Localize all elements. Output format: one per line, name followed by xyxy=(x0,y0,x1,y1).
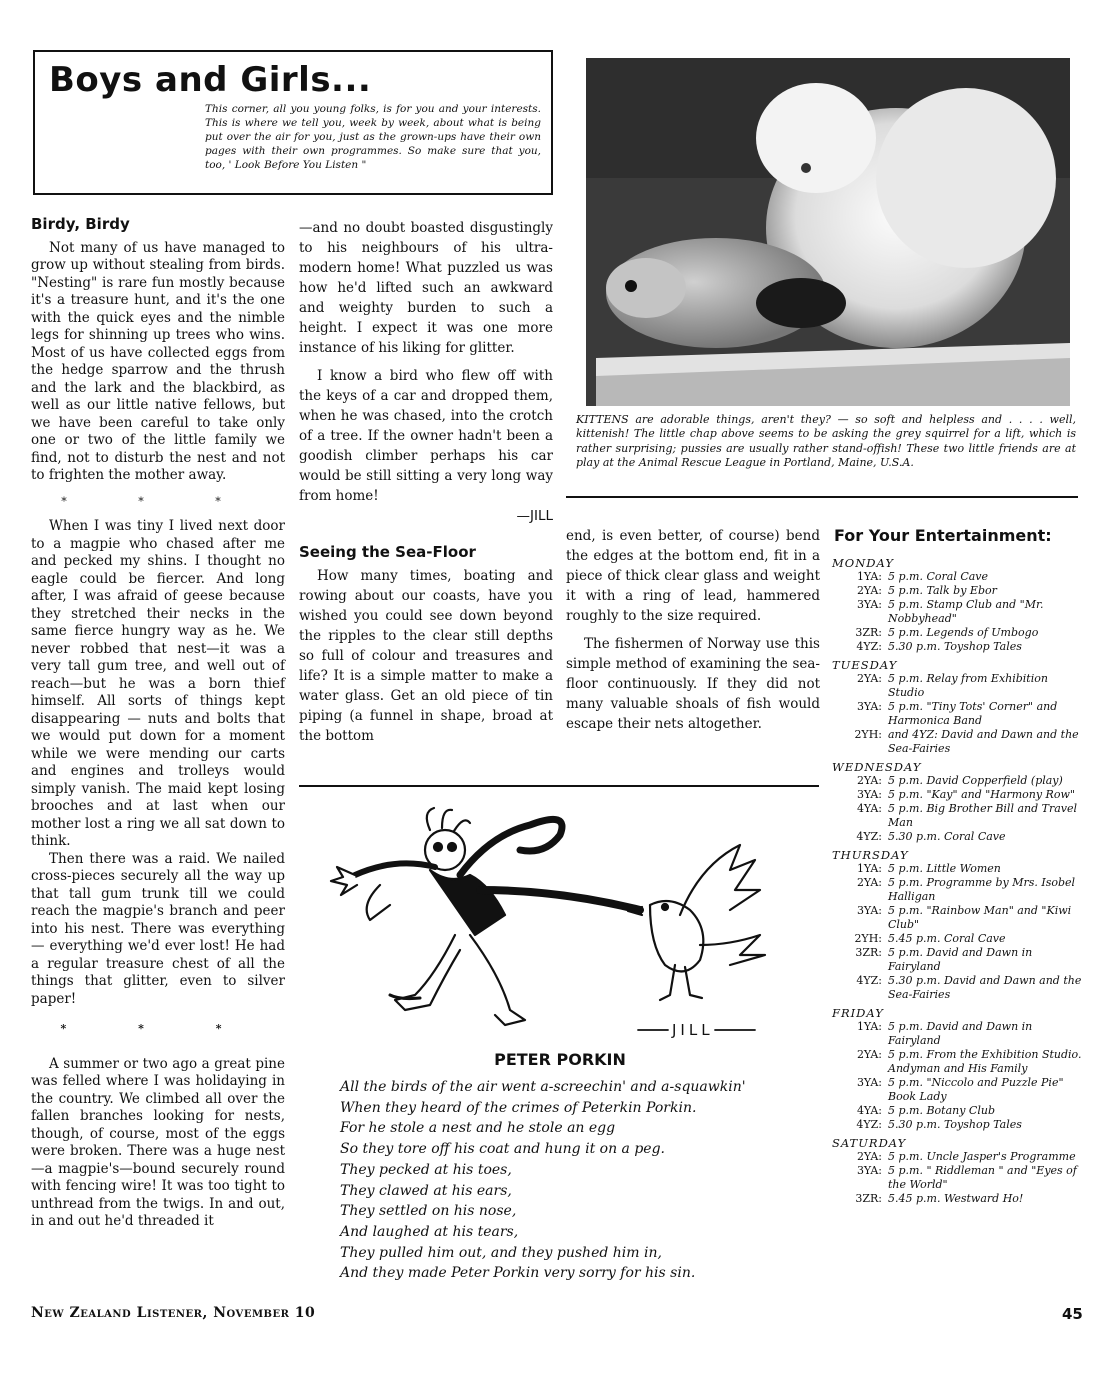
listing-row xyxy=(832,1192,1087,1206)
listing-station: 4YZ: xyxy=(856,974,882,987)
listing-programme: 5 p.m. From the Exhibition Studio. Andyman and His Family xyxy=(888,1048,1082,1075)
listing-programme: 5.45 p.m. Westward Ho! xyxy=(888,1192,1024,1205)
entertainment-listings xyxy=(832,552,1087,1206)
listing-programme: 5 p.m. "Tiny Tots' Corner" and Harmonica Band xyxy=(888,700,1058,727)
listing-programme: 5 p.m. " Riddleman " and "Eyes of the World" xyxy=(888,1164,1077,1191)
publication-footer: New Zealand Listener, November 10 xyxy=(31,1305,316,1321)
listing-row xyxy=(832,974,1087,1002)
listing-programme: 5 p.m. David and Dawn in Fairyland xyxy=(888,1020,1033,1047)
seafloor-paragraph-1: How many times, boating and rowing about our coasts, have you wished you could see down beyond the ripples to the clear still depths so full of colour and treasures and life? It is a simple matter to make a water glass. Get an old piece of tin piping (a funnel in shape, broad at the bottom xyxy=(299,568,553,744)
listing-programme: 5 p.m. "Kay" and "Harmony Row" xyxy=(888,788,1075,801)
listing-row xyxy=(832,672,1087,700)
listing-row xyxy=(832,904,1087,932)
listing-programme: 5 p.m. Programme by Mrs. Isobel Halligan xyxy=(888,876,1076,903)
listing-row xyxy=(832,774,1087,788)
photo-caption: KITTENS are adorable things, aren't they? — so soft and helpless and . . . . well, kittenish! The little chap above seems to be asking the grey squirrel for a lift, which is rather surprising; pussies are usually rather stand-offish! These two little friends are at play at the Animal Rescue League in Portland, Maine, U.S.A. xyxy=(576,413,1076,469)
listing-day: TUESDAY xyxy=(832,658,898,672)
birdy-signature: —JILL xyxy=(516,508,553,524)
listing-day: WEDNESDAY xyxy=(832,760,922,774)
listing-station: 3YA: xyxy=(856,700,882,713)
seafloor-paragraph-2: end, is even better, of course) bend the edges at the bottom end, fit in a piece of thick clear glass and weight it with a ring of lead, hammered roughly to the size required. xyxy=(566,528,820,624)
listing-row xyxy=(832,570,1087,584)
listing-station: 2YH: xyxy=(854,932,882,945)
listing-row xyxy=(832,788,1087,802)
listing-row xyxy=(832,728,1087,756)
entertainment-title: For Your Entertainment: xyxy=(834,526,1052,545)
listing-row xyxy=(832,626,1087,640)
listing-row xyxy=(832,1150,1087,1164)
birdy-paragraph-1: Not many of us have managed to grow up without stealing from birds. "Nesting" is rare fun mostly because it's a treasure hunt, and it's the one with the quick eyes and the nimble legs for shinning up trees who wins. Most of us have collected eggs from the hedge sparrow and the thrush and the lark and the blackbird, as well as our little native fellows, but we have been careful to take only one or two of the little family we find, not to disturb the nest and not to frighten the mother away. xyxy=(31,239,285,483)
listing-station: 3YA: xyxy=(856,1076,882,1089)
poem-line: So they tore off his coat and hung it on a peg. xyxy=(340,1141,666,1158)
listing-station: 2YA: xyxy=(856,1048,882,1061)
birdy-paragraph-5: —and no doubt boasted disgustingly to his neighbours of his ultra-modern home! What puzzled us was how he'd lifted such an awkward and weighty burden to such a height. I expect it was one more instance of his liking for glitter. xyxy=(299,220,553,356)
listing-row xyxy=(832,1076,1087,1104)
listing-row xyxy=(832,932,1087,946)
birdy-paragraph-2: When I was tiny I lived next door to a magpie who chased after me and pecked my shins. I thought no eagle could be fiercer. And long after, I was afraid of geese because they stretched their necks in the same fierce hungry way as he. We never robbed that nest—it was a very tall gum tree, and well out of reach—but he was a born thief himself. All sorts of things kept disappearing — nuts and bolts that we would put down for a moment while we were mending our carts and engines and trolleys would simply vanish. The maid kept losing brooches and at last when our mother lost a ring we all sat down to think. xyxy=(31,518,285,849)
listing-station: 4YZ: xyxy=(856,1118,882,1131)
listing-programme: 5.30 p.m. David and Dawn and the Sea-Fairies xyxy=(888,974,1082,1001)
listing-row xyxy=(832,946,1087,974)
listing-programme: 5 p.m. Stamp Club and "Mr. Nobbyhead" xyxy=(888,598,1044,625)
listing-day: MONDAY xyxy=(832,556,894,570)
poem-line: All the birds of the air went a-screechin' and a-squawkin' xyxy=(340,1079,746,1095)
poem-body xyxy=(340,1077,820,1284)
listing-day: FRIDAY xyxy=(832,1006,884,1020)
poem-line: And they made Peter Porkin very sorry for his sin. xyxy=(340,1265,696,1282)
illustration-divider xyxy=(299,785,819,787)
listing-row xyxy=(832,876,1087,904)
poem-line: They pecked at his toes, xyxy=(340,1161,512,1178)
listing-row xyxy=(832,700,1087,728)
listing-programme: 5.30 p.m. Toyshop Tales xyxy=(888,1118,1022,1131)
listing-station: 2YH: xyxy=(854,728,882,741)
poem-line: And laughed at his tears, xyxy=(340,1223,519,1240)
listing-station: 3ZR: xyxy=(855,946,882,959)
listing-station: 3YA: xyxy=(856,788,882,801)
listing-station: 3YA: xyxy=(856,1164,882,1177)
birdy-paragraph-6: I know a bird who flew off with the keys of a car and dropped them, when he was chased, into the crotch of a tree. If the owner hadn't been a goodish climber perhaps his car would be still sitting a very long way from home! xyxy=(299,368,553,504)
page-number: 45 xyxy=(1062,1305,1083,1323)
section-stars-1: * * * xyxy=(61,494,255,508)
listing-station: 4YZ: xyxy=(856,830,882,843)
listing-row xyxy=(832,598,1087,626)
listing-programme: 5 p.m. Little Women xyxy=(888,862,1001,875)
listing-programme: and 4YZ: David and Dawn and the Sea-Fairies xyxy=(888,728,1079,755)
listing-programme: 5 p.m. "Rainbow Man" and "Kiwi Club" xyxy=(888,904,1072,931)
birdy-column-2 xyxy=(299,218,553,746)
listing-programme: 5 p.m. "Niccolo and Puzzle Pie" Book Lady xyxy=(888,1076,1064,1103)
caption-divider xyxy=(566,496,1078,498)
section-stars-2: * * * xyxy=(60,1022,256,1035)
listing-row xyxy=(832,584,1087,598)
listing-station: 3ZR: xyxy=(855,1192,882,1205)
birdy-paragraph-3: Then there was a raid. We nailed cross-pieces securely all the way up that tall gum trunk till we could reach the magpie's branch and peer into his nest. There was everything — everything we'd ever lost! He had a regular treasure chest of all the things that glitter, even to silver paper! xyxy=(31,850,285,1007)
listing-programme: 5.45 p.m. Coral Cave xyxy=(888,932,1006,945)
listing-station: 2YA: xyxy=(856,1150,882,1163)
listing-station: 4YZ: xyxy=(856,640,882,653)
listing-station: 2YA: xyxy=(856,584,882,597)
listing-station: 1YA: xyxy=(856,1020,882,1033)
poem-title: PETER PORKIN xyxy=(494,1050,626,1069)
listing-station: 4YA: xyxy=(856,1104,882,1117)
listing-row xyxy=(832,802,1087,830)
listing-programme: 5 p.m. Talk by Ebor xyxy=(888,584,997,597)
listing-programme: 5 p.m. Relay from Exhibition Studio xyxy=(888,672,1048,699)
listing-station: 3ZR: xyxy=(855,626,882,639)
listing-programme: 5 p.m. Legends of Umbogo xyxy=(888,626,1039,639)
listing-programme: 5 p.m. Big Brother Bill and Travel Man xyxy=(888,802,1078,829)
header-box xyxy=(33,50,553,195)
seafloor-column xyxy=(566,526,820,734)
listing-row xyxy=(832,830,1087,844)
listing-row xyxy=(832,640,1087,654)
seafloor-paragraph-3: The fishermen of Norway use this simple method of examining the sea-floor continuously. If they did not many valuable shoals of fish would escape their nets altogether. xyxy=(566,636,820,732)
listing-programme: 5 p.m. David Copperfield (play) xyxy=(888,774,1063,787)
listing-programme: 5.30 p.m. Toyshop Tales xyxy=(888,640,1022,653)
poem-line: When they heard of the crimes of Peterkin Porkin. xyxy=(340,1099,697,1116)
birdy-column-1 xyxy=(31,216,285,1231)
listing-day: THURSDAY xyxy=(832,848,909,862)
listing-row xyxy=(832,1118,1087,1132)
listing-station: 4YA: xyxy=(856,802,882,815)
listing-row xyxy=(832,862,1087,876)
listing-station: 2YA: xyxy=(856,672,882,685)
listing-row xyxy=(832,1104,1087,1118)
listing-station: 1YA: xyxy=(856,570,882,583)
poem-line: They clawed at his ears, xyxy=(340,1182,512,1199)
listing-station: 3YA: xyxy=(856,904,882,917)
poem-line: For he stole a nest and he stole an egg xyxy=(340,1120,616,1137)
listing-station: 2YA: xyxy=(856,774,882,787)
listing-row xyxy=(832,1048,1087,1076)
listing-programme: 5 p.m. Botany Club xyxy=(888,1104,995,1117)
listing-row xyxy=(832,1020,1087,1048)
illustration-signature: JILL xyxy=(672,1021,714,1039)
listing-station: 3YA: xyxy=(856,598,882,611)
listing-programme: 5 p.m. Coral Cave xyxy=(888,570,989,583)
listing-station: 2YA: xyxy=(856,876,882,889)
listing-programme: 5.30 p.m. Coral Cave xyxy=(888,830,1006,843)
peter-porkin-illustration xyxy=(320,795,800,1045)
poem-line: They pulled him out, and they pushed him in, xyxy=(340,1244,662,1261)
birdy-heading: Birdy, Birdy xyxy=(31,215,130,233)
seafloor-heading: Seeing the Sea-Floor xyxy=(299,543,476,561)
listing-day: SATURDAY xyxy=(832,1136,907,1150)
listing-row xyxy=(832,1164,1087,1192)
kitten-squirrel-photo xyxy=(586,58,1070,406)
listing-programme: 5 p.m. Uncle Jasper's Programme xyxy=(888,1150,1076,1163)
listing-station: 1YA: xyxy=(856,862,882,875)
header-intro: This corner, all you young folks, is for you and your interests. This is where we tell you, week by week, about what is being put over the air for you, just as the grown-ups have their own pages with their own programmes. So make sure that you, too, ' Look Before You Listen " xyxy=(205,103,541,171)
page-title: Boys and Girls... xyxy=(49,60,372,100)
birdy-paragraph-4: A summer or two ago a great pine was felled where I was holidaying in the country. We climbed all over the fallen branches looking for nests, though, of course, most of the eggs were broken. There was a huge nest—a magpie's—bound securely round with fencing wire! It was too tight to unthread from the twigs. In and out, in and out he'd threaded it xyxy=(31,1055,285,1229)
listing-programme: 5 p.m. David and Dawn in Fairyland xyxy=(888,946,1033,973)
poem-line: They settled on his nose, xyxy=(340,1203,517,1220)
